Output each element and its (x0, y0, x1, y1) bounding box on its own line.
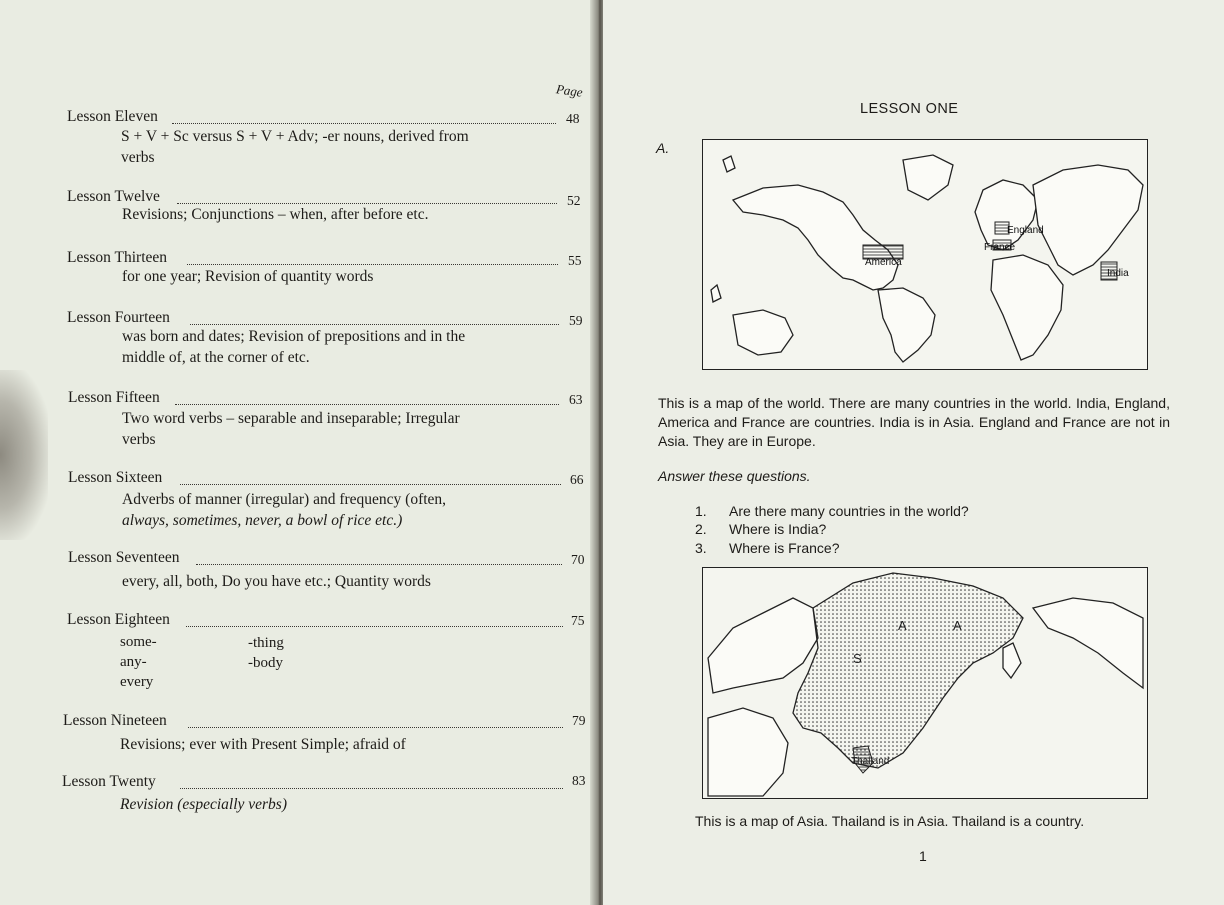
lesson-page-number: 48 (566, 111, 580, 126)
lesson-description: Revisions; ever with Present Simple; afraid of (120, 736, 406, 753)
thailand-label: Thailand (851, 756, 890, 767)
lesson-page-number: 83 (572, 773, 586, 788)
lesson-page-number: 63 (569, 392, 583, 407)
question-text: Where is France? (729, 540, 840, 556)
question-number: 3. (695, 540, 707, 556)
lesson-title: Lesson Sixteen (68, 469, 163, 486)
lesson-description: verbs (121, 149, 155, 166)
asia-letter-s: S (853, 651, 862, 666)
lesson-page-number: 66 (570, 472, 584, 487)
lesson-description: verbs (122, 431, 156, 448)
lesson-title: Lesson Fourteen (67, 309, 170, 326)
lesson-title: Lesson Eighteen (67, 611, 170, 628)
leader-dots (175, 404, 559, 405)
page-number: 1 (919, 848, 927, 864)
australia-shape (733, 310, 793, 355)
leader-dots (180, 788, 563, 789)
questions-header: Answer these questions. (658, 468, 811, 484)
suffix-item: -body (248, 655, 283, 671)
lesson-title: Lesson Seventeen (68, 549, 180, 566)
asia-paragraph: This is a map of Asia. Thailand is in Asia. Thailand is a country. (695, 813, 1085, 829)
lesson-title: Lesson Fifteen (68, 389, 160, 406)
alaska-shape (1033, 598, 1143, 688)
north-america-shape (733, 185, 898, 290)
question-number: 1. (695, 503, 707, 519)
question-text: Where is India? (729, 521, 827, 537)
question-number: 2. (695, 521, 707, 537)
lesson-page-number: 52 (567, 193, 581, 208)
india-label: India (1107, 268, 1129, 279)
island-shape (711, 285, 721, 302)
leader-dots (180, 484, 561, 485)
lesson-description: always, sometimes, never, a bowl of rice etc.) (122, 512, 403, 529)
left-page (0, 0, 597, 905)
lesson-page-number: 75 (571, 613, 585, 628)
lesson-title: Lesson Twelve (67, 188, 160, 205)
lesson-page-number: 70 (571, 552, 585, 567)
asia-letter-a: A (898, 618, 907, 633)
america-label: America (865, 257, 902, 268)
suffix-item: -thing (248, 635, 284, 651)
lesson-description: middle of, at the corner of etc. (122, 349, 310, 366)
lesson-page-number: 55 (568, 253, 582, 268)
lesson-page-number: 79 (572, 713, 586, 728)
section-label: A. (656, 140, 670, 156)
lesson-description: was born and dates; Revision of prepositions and in the (122, 328, 466, 345)
lesson-page-number: 59 (569, 313, 583, 328)
leader-dots (196, 564, 562, 565)
lesson-title: Lesson Nineteen (63, 712, 167, 729)
prefix-item: any- (120, 654, 147, 670)
lesson-title: Lesson Twenty (62, 773, 156, 790)
africa-shape (708, 708, 788, 796)
lesson-heading: LESSON ONE (860, 101, 959, 117)
japan-shape (1003, 643, 1021, 678)
lesson-description: Revision (especially verbs) (120, 796, 287, 813)
england-label: England (1007, 225, 1044, 236)
asia-map (702, 567, 1148, 799)
lesson-title: Lesson Eleven (67, 108, 158, 125)
world-map-drawing (703, 140, 1147, 369)
lesson-description: every, all, both, Do you have etc.; Quantity words (122, 573, 431, 590)
island-shape (723, 156, 735, 172)
leader-dots (190, 324, 559, 325)
world-map (702, 139, 1148, 370)
europe-shape (708, 598, 818, 693)
right-page (603, 0, 1224, 905)
leader-dots (186, 626, 563, 627)
prefix-item: every (120, 674, 154, 690)
africa-shape (991, 255, 1063, 360)
suffix-list (248, 633, 284, 673)
greenland-shape (903, 155, 953, 200)
page-column-label: Page (555, 81, 584, 100)
leader-dots (172, 123, 556, 124)
asia-shape (1033, 165, 1143, 275)
lesson-description: Two word verbs – separable and inseparable; Irregular (122, 410, 460, 427)
south-america-shape (878, 288, 935, 362)
question-text: Are there many countries in the world? (729, 503, 969, 519)
lesson-title: Lesson Thirteen (67, 249, 168, 266)
asia-map-drawing (703, 568, 1147, 798)
lesson-description: for one year; Revision of quantity words (122, 268, 374, 285)
world-paragraph: This is a map of the world. There are many countries in the world. India, England, America and France are countries. India is in Asia. England and France are not in Asia. They are in Europe. (658, 395, 1170, 449)
lesson-description: Adverbs of manner (irregular) and frequency (often, (122, 491, 447, 508)
lesson-description: S + V + Sc versus S + V + Adv; -er nouns, derived from (121, 128, 469, 145)
prefix-item: some- (120, 634, 157, 650)
asia-shape (793, 573, 1023, 768)
lesson-description: Revisions; Conjunctions – when, after before etc. (122, 206, 429, 223)
prefix-list (120, 632, 157, 692)
france-label: France (984, 242, 1016, 253)
leader-dots (187, 264, 558, 265)
asia-letter-a2: A (953, 618, 962, 633)
leader-dots (188, 727, 563, 728)
